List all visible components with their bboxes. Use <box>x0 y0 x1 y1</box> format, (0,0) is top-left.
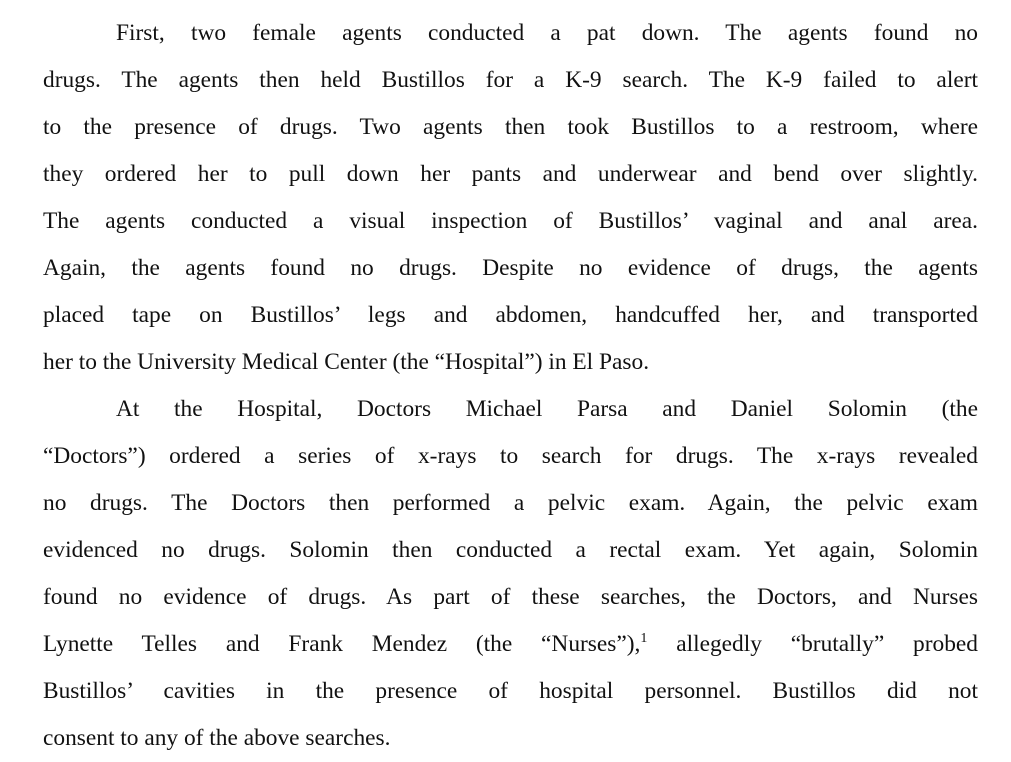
text-line: Bustillos’ cavities in the presence of hospital personnel. Bustillos did not <box>43 678 978 704</box>
text-line: her to the University Medical Center (the “Hospital”) in El Paso. <box>43 349 650 375</box>
text-line: placed tape on Bustillos’ legs and abdomen, handcuffed her, and transported <box>43 302 978 328</box>
text-line: evidenced no drugs. Solomin then conducted a rectal exam. Yet again, Solomin <box>43 537 978 563</box>
text-line: Again, the agents found no drugs. Despite no evidence of drugs, the agents <box>43 255 978 281</box>
text-line: First, two female agents conducted a pat down. The agents found no <box>116 20 978 46</box>
text-line: drugs. The agents then held Bustillos for a K-9 search. The K-9 failed to alert <box>43 67 978 93</box>
text-line: to the presence of drugs. Two agents then took Bustillos to a restroom, where <box>43 114 978 140</box>
text-line: “Doctors”) ordered a series of x-rays to search for drugs. The x-rays revealed <box>43 443 978 469</box>
text-line: The agents conducted a visual inspection of Bustillos’ vaginal and anal area. <box>43 208 978 234</box>
document-page <box>43 10 978 762</box>
paragraph-pat-down <box>43 10 978 386</box>
text-line-with-footnote <box>43 621 978 668</box>
text-line: At the Hospital, Doctors Michael Parsa and Daniel Solomin (the <box>116 396 978 422</box>
text-line: consent to any of the above searches. <box>43 725 391 751</box>
paragraph-hospital <box>43 386 978 762</box>
footnote-marker[interactable]: 1 <box>640 631 648 646</box>
text-line: found no evidence of drugs. As part of these searches, the Doctors, and Nurses <box>43 584 978 610</box>
text-line: no drugs. The Doctors then performed a pelvic exam. Again, the pelvic exam <box>43 490 978 516</box>
text-segment: allegedly “brutally” probed <box>647 631 978 657</box>
text-segment: Lynette Telles and Frank Mendez (the “Nurses”), <box>43 631 641 657</box>
text-line: they ordered her to pull down her pants and underwear and bend over slightly. <box>43 161 978 187</box>
